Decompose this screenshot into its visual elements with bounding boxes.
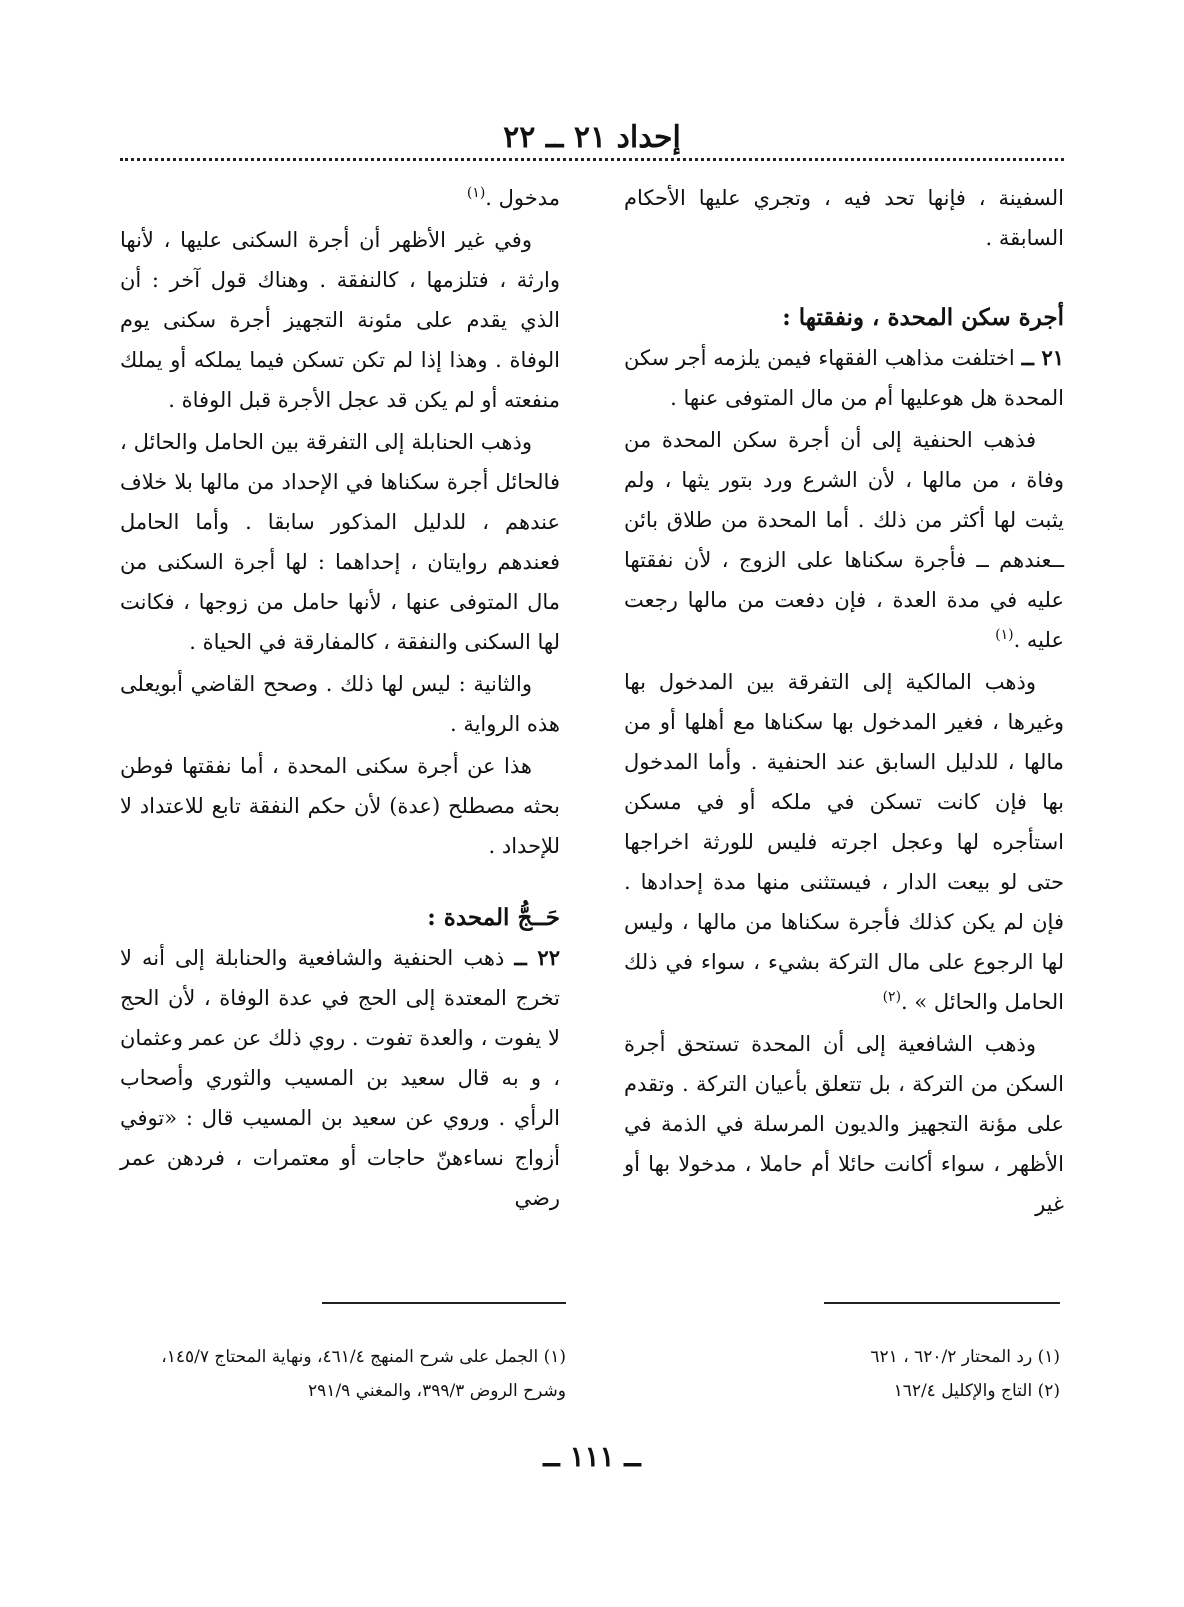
footnote: (١) رد المحتار ٦٢٠/٢ ، ٦٢١ (870, 1347, 1060, 1367)
paragraph: والثانية : ليس لها ذلك . وصحح القاضي أبويعلى هذه الرواية . (120, 672, 560, 736)
section-heading-rent: أجرة سكن المحدة ، ونفقتها : (782, 304, 1064, 331)
footnote-ref: (٢) (882, 989, 902, 1005)
paragraph-text: ذهب الحنفية والشافعية والحنابلة إلى أنه لا تخرج المعتدة إلى الحج في عدة الوفاة ، لأن الحج لا يفوت ، والعدة تفوت . روي ذلك عن عمر وعثمان ، و به قال سعيد بن المسيب والثوري وأصحاب الرأي . وروي عن سعيد بن المسيب قال : «توفي أزواج نساءهنّ حاجات أو معتمرات ، فردهن عمر رضي (120, 946, 560, 1210)
paragraph (624, 420, 1064, 660)
paragraph: وفي غير الأظهر أن أجرة السكنى عليها ، لأنها وارثة ، فتلزمها ، كالنفقة . وهناك قول آخر : أن الذي يقدم على مئونة التجهيز أجرة سكنى يوم الوفاة . وهذا إذا لم تكن تسكن فيما يملكه أو يملك منفعته أو لم يكن قد عجل الأجرة قبل الوفاة . (120, 228, 560, 412)
footnote-rule (824, 1302, 1060, 1304)
header-dotted-rule (120, 158, 1064, 161)
footnote-ref: (١) (995, 627, 1014, 643)
section-number: ٢١ ــ (1021, 345, 1064, 370)
footnote: (٢) التاج والإكليل ١٦٢/٤ (893, 1381, 1060, 1401)
paragraph-21 (624, 338, 1064, 418)
paragraph (624, 662, 1064, 1022)
paragraph: هذا عن أجرة سكنى المحدة ، أما نفقتها فوطن بحثه مصطلح (عدة) لأن حكم النفقة تابع للاعتداد لا للإحداد . (120, 754, 560, 858)
page-number: ــ ١١١ ــ (543, 1440, 641, 1473)
paragraph: السفينة ، فإنها تحد فيه ، وتجري عليها الأحكام السابقة . (624, 186, 1064, 250)
right-column (624, 178, 1064, 1226)
paragraph-text: وذهب المالكية إلى التفرقة بين المدخول بها وغيرها ، فغير المدخول بها سكناها مع أهلها أو من مالها ، للدليل السابق عند الحنفية . وأما المدخول بها فإن كانت تسكن في ملكه أو في مسكن استأجره لها وعجل اجرته فليس للورثة اخراجها حتى لو بيعت الدار ، فيستثنى منها مدة إحدادها . فإن لم يكن كذلك فأجرة سكناها من مالها ، وليس لها الرجوع على مال التركة بشيء ، سواء في ذلك الحامل والحائل » . (624, 670, 1064, 1014)
paragraph-text: مدخول . (485, 186, 560, 210)
footnote-rule (322, 1302, 566, 1304)
paragraph-text: فذهب الحنفية إلى أن أجرة سكن المحدة من وفاة ، من مالها ، لأن الشرع ورد بتور يثها ، ولم يثبت لها أكثر من ذلك . أما المحدة من طلاق بائن ــعندهم ــ فأجرة سكناها على الزوج ، لأن نفقتها عليه في مدة العدة ، فإن دفعت من مالها رجعت عليه . (624, 428, 1064, 652)
running-header: إحداد ٢١ ــ ٢٢ (503, 120, 681, 155)
footnotes-left (120, 1340, 566, 1408)
left-column (120, 178, 560, 1220)
footnotes-right (620, 1340, 1060, 1408)
footnote-ref: (١) (466, 185, 486, 201)
paragraph-text: اختلفت مذاهب الفقهاء فيمن يلزمه أجر سكن المحدة هل هوعليها أم من مال المتوفى عنها . (624, 346, 1064, 410)
paragraph-22 (120, 938, 560, 1218)
paragraph (120, 178, 560, 218)
paragraph: وذهب الشافعية إلى أن المحدة تستحق أجرة السكن من التركة ، بل تتعلق بأعيان التركة . وتقدم على مؤنة التجهيز والديون المرسلة في الذمة في الأظهر ، سواء أكانت حائلا أم حاملا ، مدخولا بها أو غير (624, 1032, 1064, 1216)
section-number: ٢٢ ــ (514, 945, 560, 970)
paragraph: وذهب الحنابلة إلى التفرقة بين الحامل والحائل ، فالحائل أجرة سكناها في الإحداد من مالها بلا خلاف عندهم ، للدليل المذكور سابقا . وأما الحامل فعندهم روايتان ، إحداهما : لها أجرة السكنى من مال المتوفى عنها ، لأنها حامل من زوجها ، فكانت لها السكنى والنفقة ، كالمفارقة في الحياة . (120, 430, 560, 654)
footnote: (١) الجمل على شرح المنهج ٤٦١/٤، ونهاية المحتاج ١٤٥/٧، وشرح الروض ٣٩٩/٣، والمغني ٢٩١/٩ (161, 1347, 566, 1401)
section-heading-hajj: حَــجُّ المحدة : (427, 904, 560, 931)
